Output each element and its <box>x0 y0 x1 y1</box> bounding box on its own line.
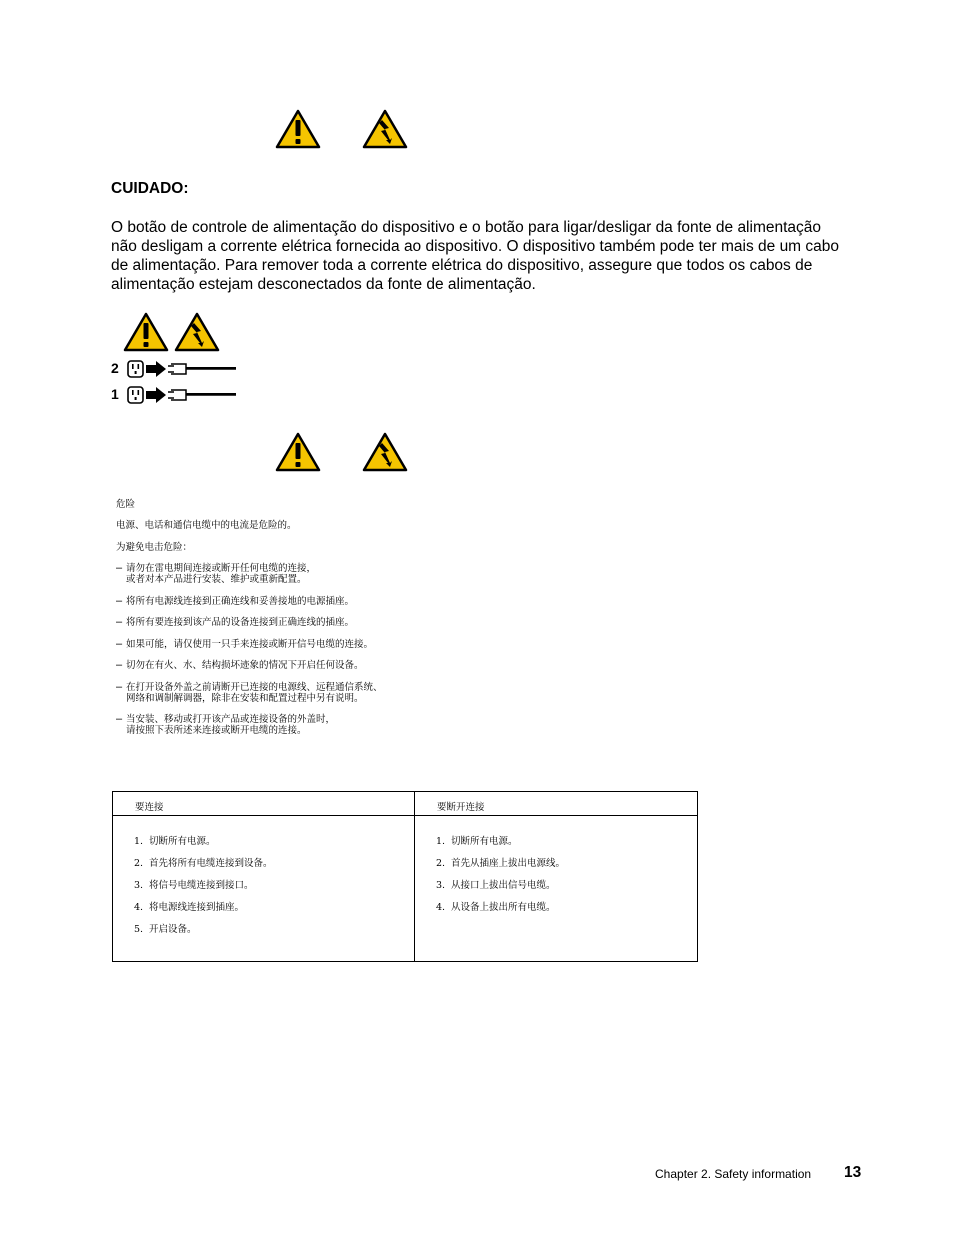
exclamation-warning-icon <box>275 432 321 472</box>
list-dash: – <box>116 562 123 574</box>
connection-table <box>112 791 698 962</box>
plug-number: 2 <box>111 360 119 376</box>
disconnect-header: 要断开连接 <box>437 802 485 813</box>
exclamation-warning-icon <box>275 109 321 149</box>
caution-line: alimentação estejam desconectados da fonte de alimentação. <box>111 276 536 293</box>
disconnect-step: 3. 从接口上拔出信号电缆。 <box>436 880 556 891</box>
disconnect-steps-cell <box>415 816 698 962</box>
caution-line: não desligam a corrente elétrica fornecida ao dispositivo. O dispositivo também pode ter mais de um cabo <box>111 238 840 255</box>
list-dash: – <box>116 713 123 725</box>
power-outlet-icon <box>126 359 246 379</box>
caution-paragraph <box>111 218 871 294</box>
electrical-hazard-icon <box>362 432 408 472</box>
danger-intro: 电源、电话和通信电缆中的电流是危险的。 <box>116 520 297 531</box>
plug-row-2 <box>111 359 241 379</box>
list-dash: – <box>116 659 123 671</box>
caution-line: de alimentação. Para remover toda a corrente elétrica do dispositivo, assegure que todos os cabos de <box>111 257 813 274</box>
connect-step: 1. 切断所有电源。 <box>134 836 216 847</box>
danger-title: 危险 <box>116 499 136 510</box>
disconnect-step: 2. 首先从插座上拔出电源线。 <box>436 858 566 869</box>
disconnect-header-cell <box>415 792 698 816</box>
danger-avoid: 为避免电击危险： <box>116 542 193 553</box>
connect-step: 2. 首先将所有电缆连接到设备。 <box>134 858 273 869</box>
list-dash: – <box>116 616 123 628</box>
connect-header-cell <box>113 792 415 816</box>
disconnect-step: 4. 从设备上拔出所有电缆。 <box>436 902 556 913</box>
plug-number: 1 <box>111 386 119 402</box>
list-dash: – <box>116 681 123 693</box>
connect-step: 5. 开启设备。 <box>134 924 197 935</box>
connect-steps-cell <box>113 816 415 962</box>
connect-header: 要连接 <box>135 802 164 813</box>
list-dash: – <box>116 595 123 607</box>
exclamation-warning-icon <box>123 312 169 352</box>
electrical-hazard-icon <box>362 109 408 149</box>
disconnect-step: 1. 切断所有电源。 <box>436 836 518 847</box>
caution-heading: CUIDADO: <box>111 180 189 197</box>
caution-line: O botão de controle de alimentação do dispositivo e o botão para ligar/desligar da fonte de alimentação <box>111 219 822 236</box>
electrical-hazard-icon <box>174 312 220 352</box>
power-outlet-icon <box>126 385 246 405</box>
connect-step: 3. 将信号电缆连接到接口。 <box>134 880 254 891</box>
connect-step: 4. 将电源线连接到插座。 <box>134 902 245 913</box>
page-number: 13 <box>844 1164 862 1181</box>
list-dash: – <box>116 638 123 650</box>
footer-chapter: Chapter 2. Safety information <box>655 1167 812 1181</box>
plug-row-1 <box>111 385 241 405</box>
